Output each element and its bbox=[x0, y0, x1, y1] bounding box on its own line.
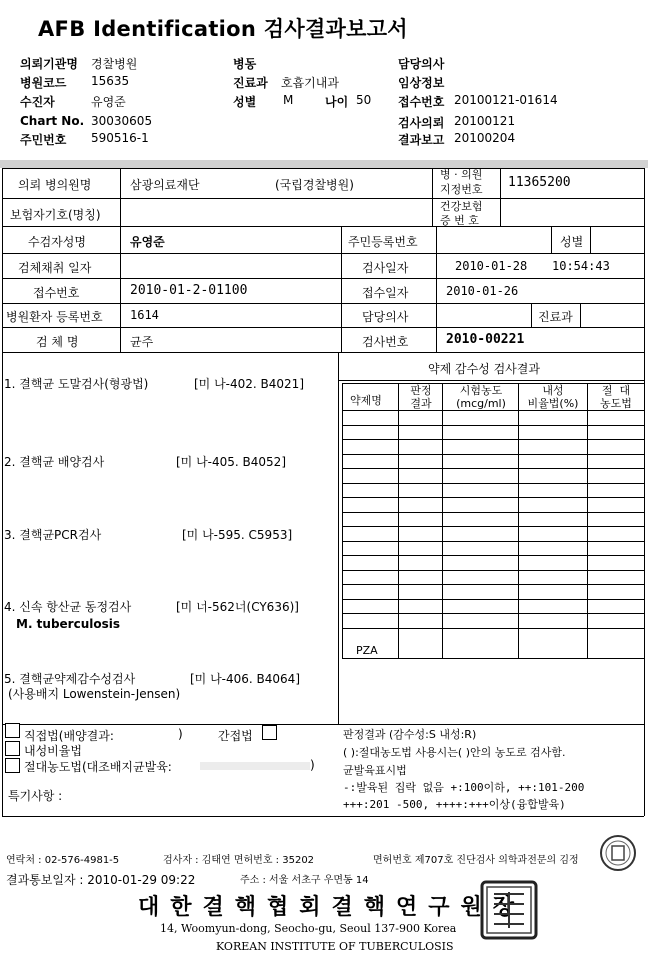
age-label: 나이 bbox=[325, 95, 349, 109]
test-4-name: 4. 신속 항산균 동정검사 bbox=[4, 600, 132, 614]
row-drug-pza: PZA bbox=[356, 644, 378, 657]
absolute-label: 절대농도법(대조배지균발육: bbox=[24, 760, 172, 774]
test-4-result: M. tuberculosis bbox=[16, 617, 121, 631]
legend-line-3: 균발육표시법 bbox=[343, 764, 407, 777]
th-absolute: 절 대 농도법 bbox=[600, 384, 632, 410]
request-label: 검사의뢰 bbox=[398, 116, 445, 130]
legend-line-4: -:발육된 집락 없음 +:100이하, ++:101-200 bbox=[343, 781, 585, 794]
absolute-method-checkbox[interactable] bbox=[5, 758, 20, 773]
license: 면허번호 제707호 진단검사 의학과전문의 김정 bbox=[373, 855, 579, 866]
ratio-method-checkbox[interactable] bbox=[5, 741, 20, 756]
direct-close: ) bbox=[178, 727, 183, 741]
table-row-line bbox=[342, 512, 644, 513]
test-5-name: 5. 결핵균약제감수성검사 bbox=[4, 672, 136, 686]
chart-label: Chart No. bbox=[20, 114, 85, 128]
patient-name-value: 유영준 bbox=[130, 235, 165, 249]
chart-value: 30030605 bbox=[91, 114, 153, 128]
th-concentration: 시험농도 (mcg/ml) bbox=[456, 384, 506, 410]
table-row-line bbox=[342, 439, 644, 440]
collect-label: 검체채취 일자 bbox=[18, 261, 92, 275]
direct-method-checkbox[interactable] bbox=[5, 723, 20, 738]
dept-label: 진료과 bbox=[233, 76, 268, 90]
direct-label: 직접법(배양결과: bbox=[24, 729, 114, 743]
absolute-close: ) bbox=[310, 758, 315, 772]
table-row-line bbox=[342, 410, 644, 411]
receipt-form-label: 접수번호 bbox=[33, 286, 80, 300]
legend-line-1: 판정결과 (감수성:S 내성:R) bbox=[343, 728, 477, 741]
table-row-line bbox=[342, 570, 644, 571]
rrn-value: 590516-1 bbox=[91, 131, 149, 145]
result-label: 결과보고 bbox=[398, 133, 445, 147]
table-row-line bbox=[342, 454, 644, 455]
test-3-name: 3. 결핵균PCR검사 bbox=[4, 528, 102, 542]
contact: 연락처 : 02-576-4981-5 bbox=[6, 855, 120, 866]
receipt-form-value: 2010-01-2-01100 bbox=[130, 283, 248, 298]
clinical-label: 임상정보 bbox=[398, 76, 445, 90]
table-row-line bbox=[342, 541, 644, 542]
table-row-line bbox=[342, 483, 644, 484]
test-1-name: 1. 결핵균 도말검사(형광법) bbox=[4, 377, 149, 391]
receipt-date-label: 접수일자 bbox=[362, 286, 409, 300]
org-en: KOREAN INSTITUTE OF TUBERCULOSIS bbox=[216, 940, 454, 953]
special-label: 특기사항 : bbox=[8, 789, 63, 803]
table-row-line bbox=[342, 555, 644, 556]
org-name: 대한결핵협회결핵연구원장 bbox=[138, 895, 526, 920]
table-row-line bbox=[342, 613, 644, 614]
receipt-label: 접수번호 bbox=[398, 95, 445, 109]
test-4-code: [미 너-562너(CY636)] bbox=[176, 600, 299, 614]
test-date-value: 2010-01-28 bbox=[455, 259, 528, 273]
request-value: 20100121 bbox=[454, 114, 516, 128]
test-2-code: [미 나-405. B4052] bbox=[176, 455, 286, 469]
result-value: 20100204 bbox=[454, 131, 516, 145]
table-row-line bbox=[342, 425, 644, 426]
rrn-form-label: 주민등록번호 bbox=[348, 235, 418, 249]
th-ratio: 내성 비율법(%) bbox=[527, 384, 579, 410]
table-row-line bbox=[342, 526, 644, 527]
ward-label: 병동 bbox=[233, 57, 257, 71]
th-result: 판정 결과 bbox=[410, 384, 432, 410]
report-title: AFB Identification 검사결과보고서 bbox=[38, 17, 408, 41]
table-row-line bbox=[342, 497, 644, 498]
sex-form-label: 성별 bbox=[560, 235, 584, 249]
institution-seal-icon bbox=[480, 880, 538, 940]
code-value: 15635 bbox=[91, 74, 130, 88]
redacted-area bbox=[200, 762, 310, 770]
code-label: 병원코드 bbox=[20, 76, 67, 90]
insured-label: 보험자기호(명칭) bbox=[10, 208, 101, 222]
table-row-line bbox=[342, 468, 644, 469]
header-separator bbox=[0, 160, 648, 168]
legend-line-2: ( ):절대농도법 사용시는( )안의 농도로 검사함. bbox=[343, 746, 566, 759]
th-drug: 약제명 bbox=[350, 394, 382, 407]
rrn-label: 주민번호 bbox=[20, 133, 67, 147]
designated-label-1: 병 · 의원 bbox=[440, 168, 483, 181]
req-hosp-paren: (국립경찰병원) bbox=[275, 178, 354, 192]
hospital-label: 의뢰기관명 bbox=[20, 57, 78, 71]
address-kr: 주소 : 서울 서초구 우면동 14 bbox=[240, 875, 369, 886]
test-date-label: 검사일자 bbox=[362, 261, 409, 275]
ratio-label: 내성비율법 bbox=[24, 744, 82, 758]
test-5-code: [미 나-406. B4064] bbox=[190, 672, 300, 686]
tester: 검사자 : 김태연 면허번호 : 35202 bbox=[163, 855, 315, 866]
reg-label: 병원환자 등록번호 bbox=[6, 310, 103, 324]
patient-name-label: 수검자성명 bbox=[28, 235, 86, 249]
table-row-line bbox=[342, 628, 644, 629]
receipt-date-value: 2010-01-26 bbox=[446, 284, 519, 298]
legend-line-5: +++:201 -500, ++++:+++이상(융합발육) bbox=[343, 798, 566, 811]
test-3-code: [미 나-595. C5953] bbox=[182, 528, 293, 542]
table-row-line bbox=[342, 584, 644, 585]
reg-value: 1614 bbox=[130, 308, 159, 322]
table-row-line bbox=[342, 599, 644, 600]
specimen-value: 균주 bbox=[130, 335, 154, 349]
test-5-sub: (사용배지 Lowenstein-Jensen) bbox=[8, 687, 181, 701]
age-value: 50 bbox=[356, 93, 372, 107]
doctor-form-label: 담당의사 bbox=[362, 310, 409, 324]
test-1-code: [미 나-402. B4021] bbox=[194, 377, 304, 391]
address-en: 14, Woomyun-dong, Seocho-gu, Seoul 137-900 Korea bbox=[160, 922, 457, 935]
test-time-value: 10:54:43 bbox=[552, 259, 610, 273]
testno-value: 2010-00221 bbox=[446, 332, 525, 347]
health-label-2: 증 번 호 bbox=[440, 214, 479, 227]
designated-value: 11365200 bbox=[508, 175, 571, 190]
sex-label: 성별 bbox=[233, 95, 257, 109]
susceptibility-title: 약제 감수성 검사결과 bbox=[428, 362, 540, 376]
notify-date: 결과통보일자 : 2010-01-29 09:22 bbox=[6, 873, 196, 887]
indirect-label: 간접법 bbox=[218, 729, 253, 743]
req-hosp-label: 의뢰 병의원명 bbox=[18, 178, 92, 192]
test-2-name: 2. 결핵균 배양검사 bbox=[4, 455, 105, 469]
designated-label-2: 지정번호 bbox=[440, 183, 483, 196]
health-label-1: 건강보험 bbox=[440, 200, 483, 213]
indirect-method-checkbox[interactable] bbox=[262, 725, 277, 740]
patient-value: 유영준 bbox=[91, 95, 126, 109]
specimen-label: 검 체 명 bbox=[36, 335, 79, 349]
testno-label: 검사번호 bbox=[362, 335, 409, 349]
dept-value: 호흡기내과 bbox=[281, 76, 339, 90]
receipt-value: 20100121-01614 bbox=[454, 93, 558, 107]
patient-label: 수진자 bbox=[20, 95, 55, 109]
round-seal-icon bbox=[598, 833, 638, 873]
doctor-label: 담당의사 bbox=[398, 57, 445, 71]
sex-value: M bbox=[283, 93, 294, 107]
req-hosp-value: 삼광의료재단 bbox=[130, 178, 200, 192]
dept-form-label: 진료과 bbox=[538, 310, 573, 324]
hospital-value: 경찰병원 bbox=[91, 57, 138, 71]
